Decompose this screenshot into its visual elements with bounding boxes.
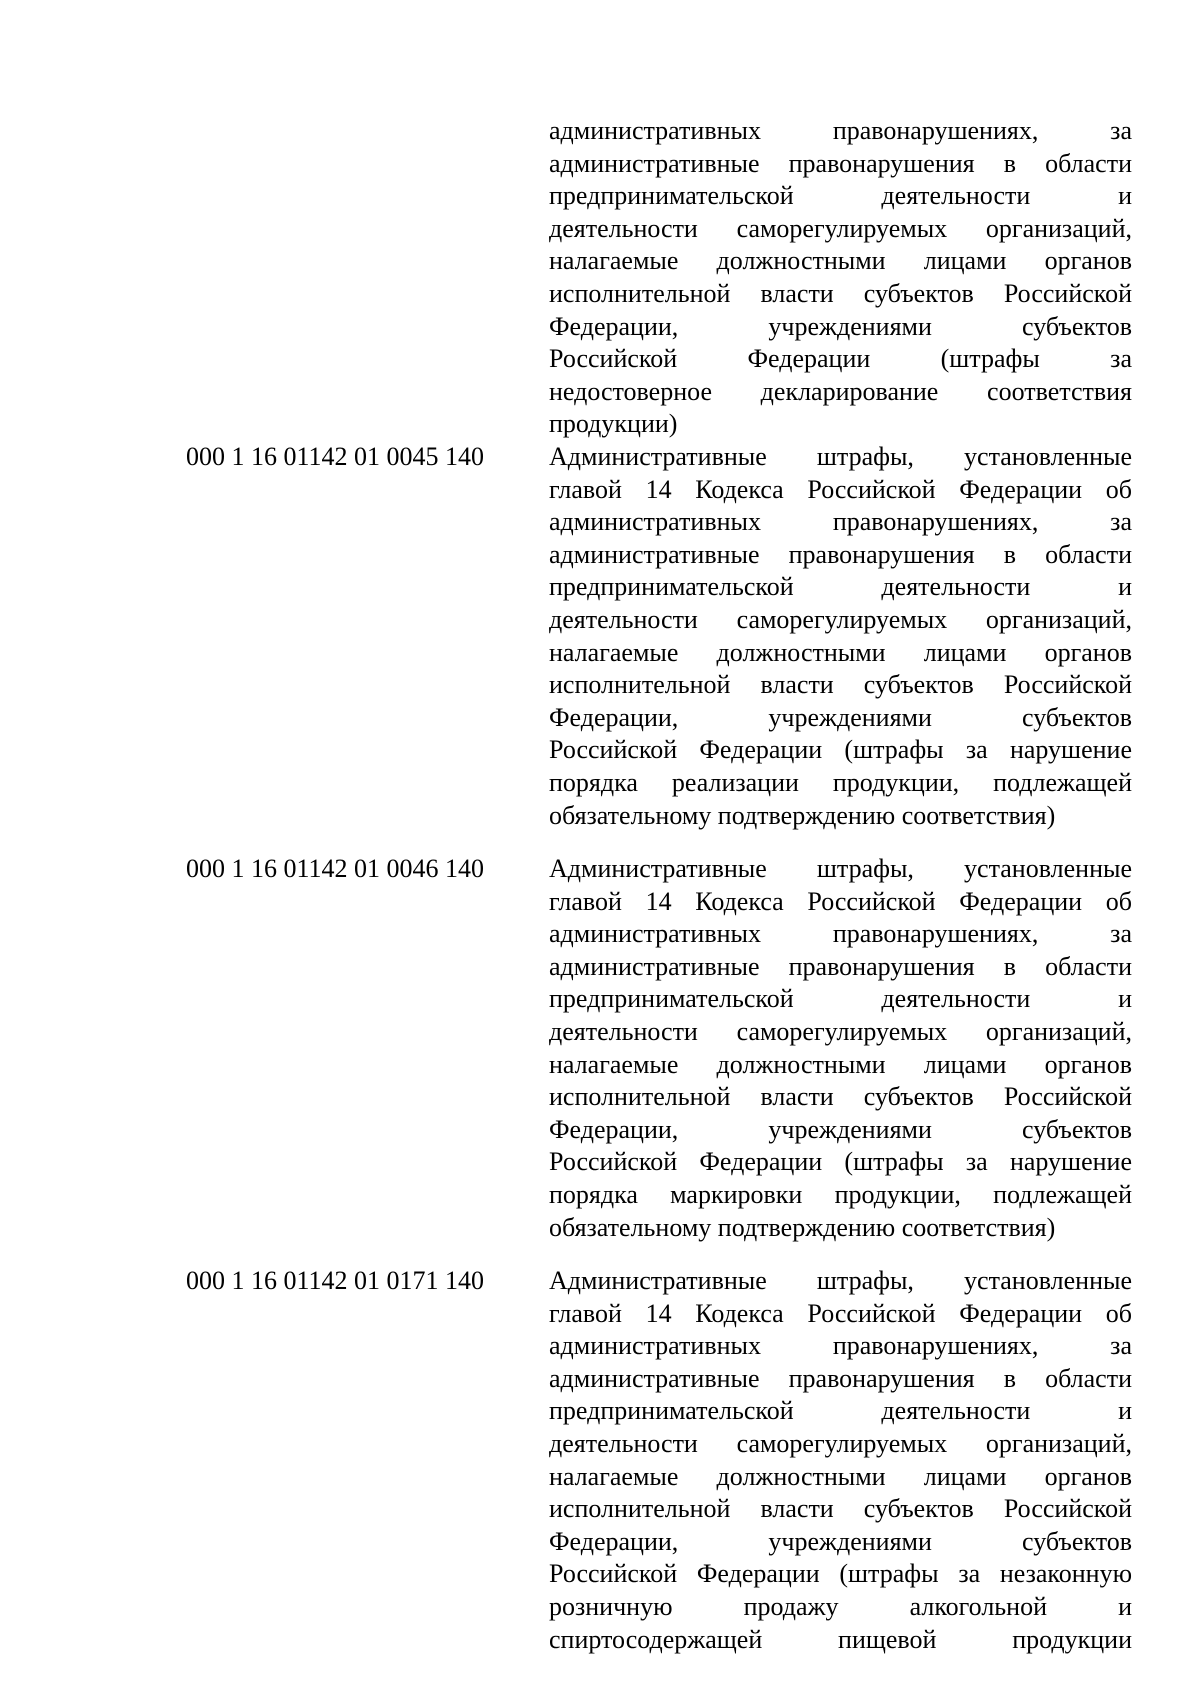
description-line: предпринимательской деятельности и — [549, 1396, 1132, 1426]
description-line: спиртосодержащей пищевой продукции — [549, 1624, 1132, 1654]
description-line: Федерации, учреждениями субъектов — [549, 702, 1132, 732]
description-line: административные правонарушения в области — [549, 951, 1132, 981]
income-description — [549, 853, 1132, 1244]
description-line: деятельности саморегулируемых организаций, — [549, 1428, 1132, 1458]
description-line: административных правонарушениях, за — [549, 1331, 1132, 1361]
description-line: обязательному подтверждению соответствия) — [549, 1212, 1056, 1242]
description-line: Российской Федерации (штрафы за нарушение — [549, 1147, 1132, 1177]
description-line: исполнительной власти субъектов Российской — [549, 278, 1132, 308]
description-line: налагаемые должностными лицами органов — [549, 1461, 1132, 1491]
description-line: розничную продажу алкогольной и — [549, 1591, 1132, 1621]
description-line: деятельности саморегулируемых организаций, — [549, 213, 1132, 243]
income-description — [549, 1265, 1132, 1656]
description-line: исполнительной власти субъектов Российской — [549, 1082, 1132, 1112]
description-line: предпринимательской деятельности и — [549, 181, 1132, 211]
income-description — [549, 441, 1132, 832]
description-line: административных правонарушениях, за — [549, 919, 1132, 949]
description-line: Федерации, учреждениями субъектов — [549, 311, 1132, 341]
description-line: главой 14 Кодекса Российской Федерации об — [549, 1298, 1132, 1328]
description-line: налагаемые должностными лицами органов — [549, 246, 1132, 276]
description-line: деятельности саморегулируемых организаций, — [549, 1016, 1132, 1046]
description-line: предпринимательской деятельности и — [549, 984, 1132, 1014]
description-line: предпринимательской деятельности и — [549, 572, 1132, 602]
description-line: главой 14 Кодекса Российской Федерации об — [549, 474, 1132, 504]
description-line: Российской Федерации (штрафы за нарушение — [549, 735, 1132, 765]
description-line: порядка маркировки продукции, подлежащей — [549, 1179, 1132, 1209]
description-line: административных правонарушениях, за — [549, 116, 1132, 145]
budget-classification-code: 000 1 16 01142 01 0171 140 — [186, 1266, 485, 1295]
description-line: Российской Федерации (штрафы за — [549, 344, 1132, 374]
budget-classification-code: 000 1 16 01142 01 0046 140 — [186, 854, 485, 883]
description-line: Административные штрафы, установленные — [549, 442, 1132, 471]
description-line: исполнительной власти субъектов Российской — [549, 1494, 1132, 1524]
description-line: недостоверное декларирование соответствия — [549, 376, 1132, 406]
description-line: Административные штрафы, установленные — [549, 854, 1132, 883]
description-line: деятельности саморегулируемых организаций, — [549, 604, 1132, 634]
description-line: налагаемые должностными лицами органов — [549, 637, 1132, 667]
description-line: Административные штрафы, установленные — [549, 1266, 1132, 1295]
description-line: налагаемые должностными лицами органов — [549, 1049, 1132, 1079]
description-line: продукции) — [549, 409, 678, 439]
continued-description — [549, 115, 1132, 441]
description-line: Федерации, учреждениями субъектов — [549, 1114, 1132, 1144]
description-line: административные правонарушения в области — [549, 1363, 1132, 1393]
description-line: исполнительной власти субъектов Российской — [549, 670, 1132, 700]
description-line: Российской Федерации (штрафы за незаконную — [549, 1559, 1132, 1589]
description-line: административные правонарушения в области — [549, 539, 1132, 569]
description-line: порядка реализации продукции, подлежащей — [549, 767, 1132, 797]
description-line: Федерации, учреждениями субъектов — [549, 1526, 1132, 1556]
description-line: главой 14 Кодекса Российской Федерации об — [549, 886, 1132, 916]
description-line: административных правонарушениях, за — [549, 507, 1132, 537]
description-line: обязательному подтверждению соответствия) — [549, 800, 1056, 830]
description-line: административные правонарушения в области — [549, 148, 1132, 178]
budget-classification-code: 000 1 16 01142 01 0045 140 — [186, 442, 485, 471]
